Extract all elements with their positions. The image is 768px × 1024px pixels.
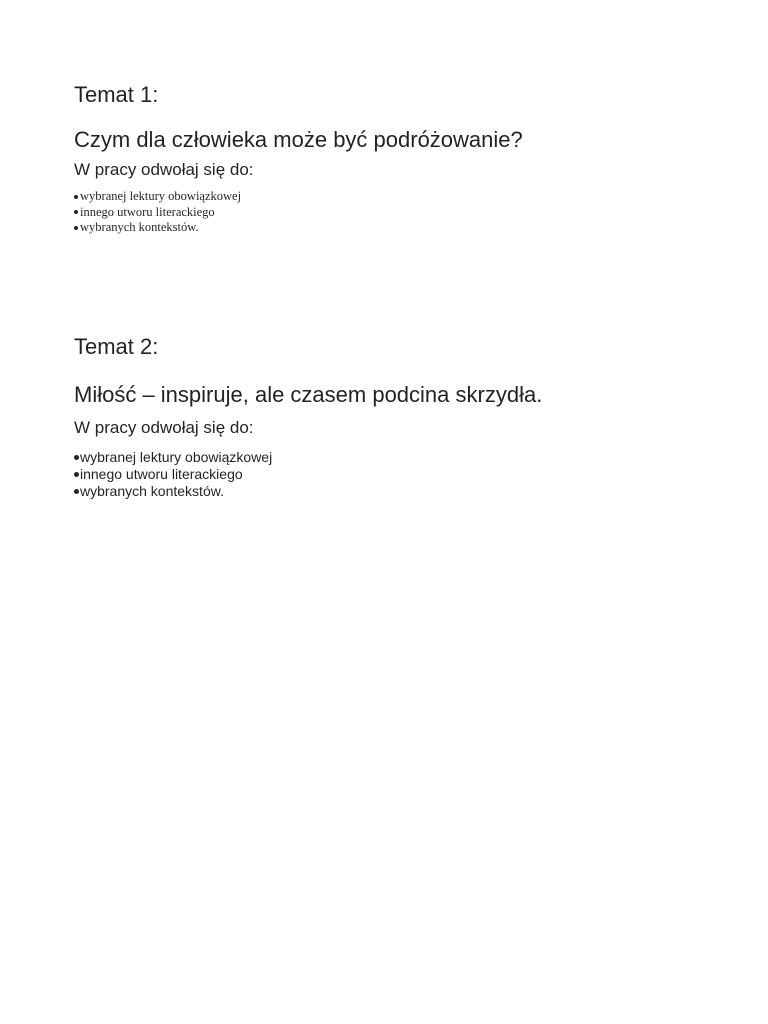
bullet-icon — [74, 226, 78, 230]
list-item-text: wybranej lektury obowiązkowej — [80, 449, 273, 465]
topic-title: Czym dla człowieka może być podróżowanie? — [74, 127, 523, 152]
bullet-icon — [74, 210, 78, 214]
list-item — [74, 483, 714, 500]
list-item-text: wybranej lektury obowiązkowej — [80, 189, 242, 203]
bullet-icon — [74, 489, 79, 494]
list-item-text: wybranych kontekstów. — [80, 483, 224, 499]
topic-1 — [74, 80, 714, 236]
topic-2 — [74, 332, 714, 500]
topic-title: Miłość – inspiruje, ale czasem podcina skrzydła. — [74, 382, 543, 407]
bullet-icon — [74, 472, 79, 477]
instruction-text: W pracy odwołaj się do: — [74, 160, 254, 179]
list-item — [74, 205, 714, 221]
topic-label: Temat 2: — [74, 334, 159, 359]
topic-label: Temat 1: — [74, 82, 159, 107]
list-item — [74, 449, 714, 466]
bullet-icon — [74, 455, 79, 460]
list-item — [74, 220, 714, 236]
bullet-icon — [74, 195, 78, 199]
reference-list — [74, 449, 714, 500]
list-item-text: innego utworu literackiego — [80, 204, 215, 219]
instruction-text: W pracy odwołaj się do: — [74, 418, 254, 437]
list-item-text: wybranych kontekstów. — [80, 220, 199, 234]
list-item — [74, 189, 714, 205]
reference-list — [74, 189, 714, 236]
list-item — [74, 466, 714, 483]
list-item-text: innego utworu literackiego — [80, 466, 243, 482]
